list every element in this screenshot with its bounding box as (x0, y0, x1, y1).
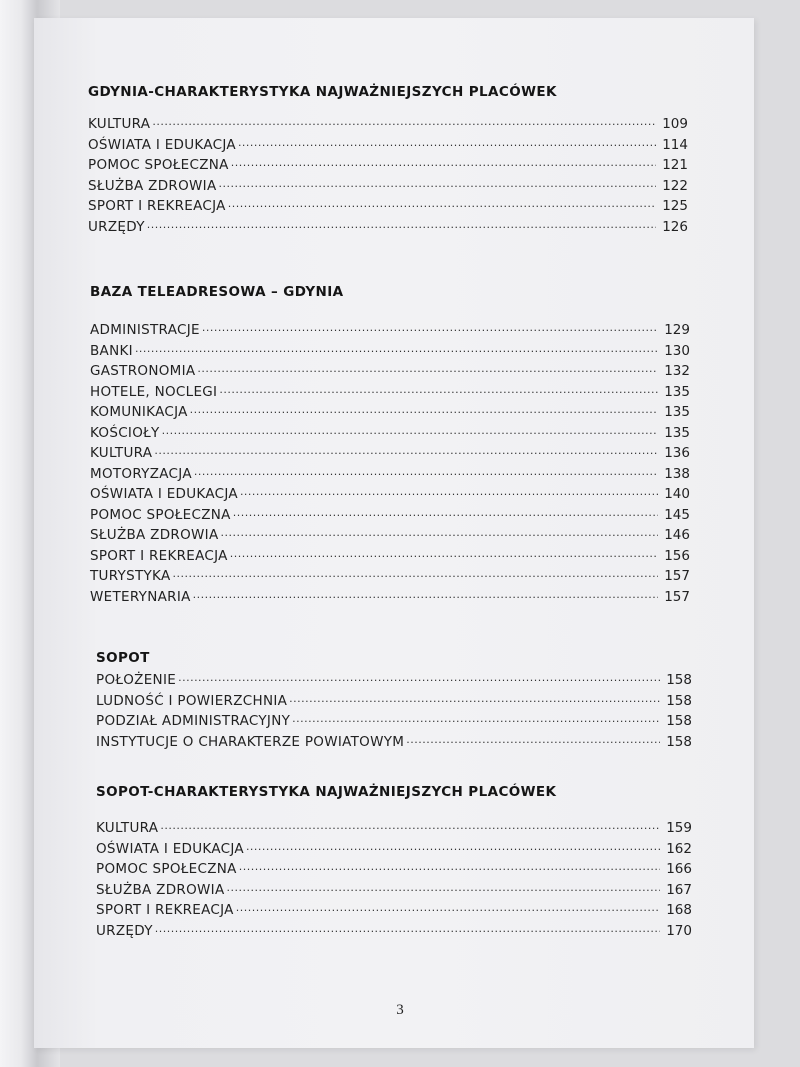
toc-entry-label: KULTURA (88, 116, 151, 132)
toc-entry-page: 167 (666, 881, 692, 898)
toc-entry-page: 140 (664, 486, 690, 502)
toc-entry (88, 219, 688, 240)
toc-entry (90, 589, 690, 610)
toc-entry-page: 136 (664, 445, 690, 461)
toc-entry-label: URZĘDY (96, 922, 153, 939)
toc-entry-label: ADMINISTRACJE (90, 322, 200, 338)
toc-entry-page: 145 (664, 506, 690, 523)
dot-leader (231, 154, 656, 166)
dot-leader (160, 817, 660, 829)
dot-leader (221, 524, 659, 536)
toc-entry-page: 158 (666, 692, 692, 709)
toc-entry-page: 130 (664, 342, 690, 359)
dot-leader (162, 422, 658, 434)
toc-entry-page: 135 (664, 424, 690, 441)
toc-entry-page: 135 (664, 404, 690, 420)
toc-entry-page: 158 (666, 733, 692, 750)
dot-leader (233, 504, 658, 516)
toc-entry-page: 168 (666, 902, 692, 918)
toc-entry-page: 170 (666, 922, 692, 939)
dot-leader (246, 838, 660, 850)
toc-section-sopot (96, 650, 692, 754)
dot-leader (219, 175, 657, 187)
toc-entry-page: 162 (666, 840, 692, 857)
toc-entry-label: LUDNOŚĆ I POWIERZCHNIA (96, 692, 288, 709)
toc-entry-label: GASTRONOMIA (90, 363, 196, 379)
toc-entry-label: OŚWIATA I EDUKACJA (90, 486, 238, 502)
toc-entry (96, 734, 692, 755)
toc-entry-label: SPORT I REKREACJA (96, 902, 234, 918)
toc-entry-label: SŁUŻBA ZDROWIA (96, 881, 225, 898)
toc-entry-page: 138 (664, 465, 690, 482)
dot-leader (238, 134, 656, 146)
toc-entry-page: 129 (664, 322, 690, 338)
toc-entry-label: POMOC SPOŁECZNA (88, 157, 229, 173)
toc-entry-label: KULTURA (96, 820, 159, 836)
dot-leader (178, 669, 660, 681)
toc-entry-page: 146 (664, 527, 690, 543)
section-heading: SOPOT-CHARAKTERYSTYKA NAJWAŻNIEJSZYCH PLACÓWEK (96, 784, 557, 800)
toc-entry-page: 122 (662, 177, 688, 194)
toc-entry-label: KOŚCIOŁY (90, 424, 160, 441)
dot-leader (197, 360, 658, 372)
toc-entry-label: PODZIAŁ ADMINISTRACYJNY (96, 713, 291, 729)
toc-entry-label: POMOC SPOŁECZNA (90, 506, 231, 523)
toc-entry-page: 157 (664, 568, 690, 584)
toc-entry-label: URZĘDY (88, 218, 145, 235)
toc-entry-page: 114 (662, 136, 688, 153)
dot-leader (289, 690, 660, 702)
toc-entry-label: BANKI (90, 342, 133, 359)
toc-entry-label: INSTYTUCJE O CHARAKTERZE POWIATOWYM (96, 733, 405, 750)
toc-entry-page: 109 (662, 116, 688, 132)
dot-leader (239, 858, 660, 870)
toc-section-sopot-placowki (96, 784, 692, 943)
toc-section-gdynia-placowki (88, 84, 688, 239)
toc-entry-label: SPORT I REKREACJA (88, 198, 226, 214)
toc-entry-label: SŁUŻBA ZDROWIA (88, 177, 217, 194)
toc-entry-label: POMOC SPOŁECZNA (96, 861, 237, 877)
toc-entry-label: WETERYNARIA (90, 588, 191, 605)
dot-leader (230, 545, 658, 557)
dot-leader (227, 879, 661, 891)
toc-entry-page: 135 (664, 383, 690, 400)
dot-leader (147, 216, 656, 228)
toc-entry-page: 166 (666, 861, 692, 877)
dot-leader (240, 483, 658, 495)
dot-leader (219, 381, 658, 393)
toc-entry-label: SPORT I REKREACJA (90, 547, 228, 564)
toc-entry-label: SŁUŻBA ZDROWIA (90, 527, 219, 543)
toc-entry-label: KOMUNIKACJA (90, 404, 188, 420)
dot-leader (190, 401, 658, 413)
section-heading: GDYNIA-CHARAKTERYSTYKA NAJWAŻNIEJSZYCH PLACÓWEK (88, 84, 557, 100)
toc-entry-page: 158 (666, 713, 692, 729)
page-number: 3 (396, 1002, 404, 1018)
section-heading: BAZA TELEADRESOWA – GDYNIA (90, 284, 344, 300)
toc-entry-label: MOTORYZACJA (90, 465, 192, 482)
toc-entry-label: OŚWIATA I EDUKACJA (88, 136, 236, 153)
dot-leader (193, 586, 658, 598)
toc-entry-label: OŚWIATA I EDUKACJA (96, 840, 244, 857)
toc-entry-page: 121 (662, 157, 688, 173)
toc-entry-page: 157 (664, 588, 690, 605)
dot-leader (202, 319, 658, 331)
dot-leader (228, 195, 656, 207)
toc-entry-label: POŁOŻENIE (96, 672, 177, 688)
toc-entry-page: 158 (666, 672, 692, 688)
toc-entry-page: 132 (664, 363, 690, 379)
book-page (34, 18, 754, 1048)
dot-leader (152, 113, 656, 125)
section-heading: SOPOT (96, 650, 150, 666)
toc-entry-label: HOTELE, NOCLEGI (90, 383, 218, 400)
toc-entry-page: 126 (662, 218, 688, 235)
dot-leader (154, 442, 658, 454)
dot-leader (173, 565, 658, 577)
toc-entry-page: 156 (664, 547, 690, 564)
dot-leader (194, 463, 658, 475)
toc-entry (96, 923, 692, 944)
toc-entry-page: 125 (662, 198, 688, 214)
toc-section-baza-teleadresowa (90, 284, 690, 609)
toc-entry-page: 159 (666, 820, 692, 836)
dot-leader (292, 710, 660, 722)
dot-leader (135, 340, 658, 352)
dot-leader (406, 731, 660, 743)
toc-entry-label: KULTURA (90, 445, 153, 461)
toc-entry-label: TURYSTYKA (90, 568, 171, 584)
dot-leader (236, 899, 660, 911)
dot-leader (155, 920, 660, 932)
